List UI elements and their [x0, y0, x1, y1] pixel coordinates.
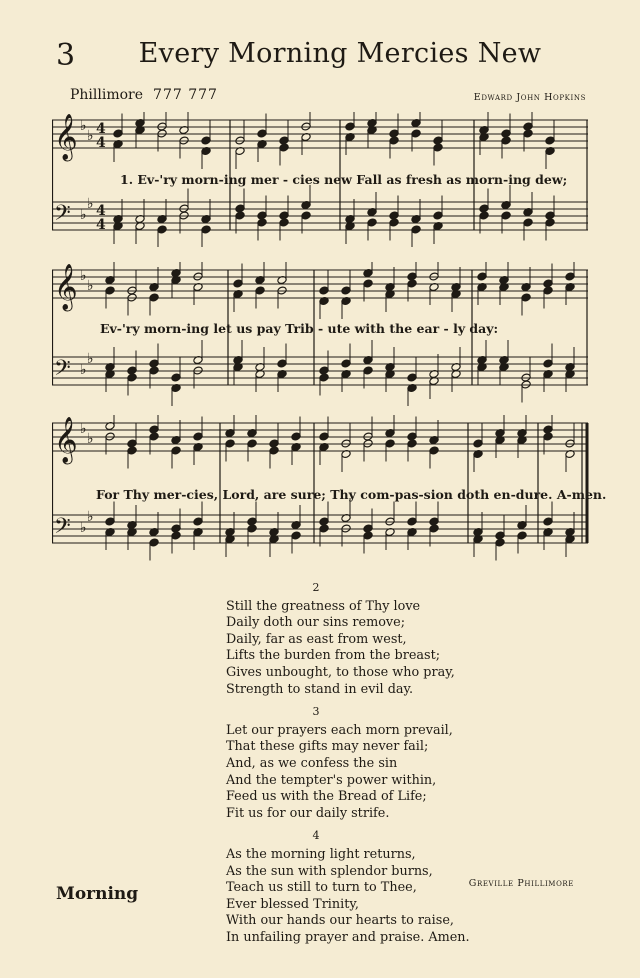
stanza-line: As the morning light returns,	[226, 846, 416, 862]
stanza-number: 2	[312, 581, 320, 594]
flat-sign: ♭	[80, 268, 87, 284]
tune-meter: 777 777	[153, 87, 218, 103]
composer-credit: Edward John Hopkins	[473, 92, 586, 103]
stanza-line: Let our prayers each morn prevail,	[226, 722, 453, 738]
stanza-line: Strength to stand in evil day.	[226, 681, 414, 697]
stanza-line: Still the greatness of Thy love	[226, 598, 421, 614]
bass-clef: 𝄢	[54, 514, 71, 544]
flat-sign: ♭	[87, 431, 94, 447]
hymn-number: 3	[56, 38, 76, 73]
stanza-line: Feed us with the Bread of Life;	[226, 789, 427, 805]
stanza-line: Ever blessed Trinity,	[226, 896, 359, 912]
stanza-number: 4	[312, 829, 320, 843]
lyric-line-2: Ev-'ry morn-ing let us pay Trib - ute with the ear - ly day:	[100, 321, 499, 336]
flat-sign: ♭	[80, 421, 87, 437]
flat-sign: ♭	[87, 128, 94, 144]
stanza-number: 3	[312, 705, 320, 719]
stanza-line: Daily, far as east from west,	[226, 631, 407, 647]
bass-clef: 𝄢	[54, 201, 71, 231]
flat-sign: ♭	[87, 351, 94, 367]
stanza-line: Fit us for our daily strife.	[226, 805, 390, 821]
category-label: Morning	[56, 884, 139, 904]
flat-sign: ♭	[87, 278, 94, 294]
tune-info	[70, 87, 218, 103]
author-credit: Greville Phillimore	[468, 878, 574, 889]
lyric-line-3: For Thy mer-cies, Lord, are sure; Thy com-pas-sion doth en-dure. A-men.	[96, 487, 607, 502]
lyric-line-1: 1. Ev-'ry morn-ing mer - cies new Fall as fresh as morn-ing dew;	[120, 172, 568, 187]
treble-clef: 𝄞	[54, 417, 78, 463]
bass-clef: 𝄢	[54, 356, 71, 386]
time-signature: 4	[96, 135, 106, 151]
treble-clef: 𝄞	[54, 264, 78, 310]
flat-sign: ♭	[87, 509, 94, 525]
stanza-line: In unfailing prayer and praise. Amen.	[226, 929, 470, 945]
flat-sign: ♭	[80, 118, 87, 134]
stanza-line: That these gifts may never fail;	[226, 739, 429, 755]
stanza-line: With our hands our hearts to raise,	[226, 913, 454, 929]
flat-sign: ♭	[80, 520, 87, 536]
stanza-line: Daily doth our sins remove;	[226, 615, 406, 631]
stanza-line: Lifts the burden from the breast;	[226, 648, 441, 664]
time-signature: 4	[96, 217, 106, 233]
flat-sign: ♭	[87, 196, 94, 212]
tune-name: Phillimore	[70, 87, 144, 103]
hymn-title: Every Morning Mercies New	[138, 38, 542, 69]
stanza-line: And the tempter's power within,	[226, 772, 437, 788]
treble-clef: 𝄞	[54, 114, 78, 160]
stanza-line: Teach us still to turn to Thee,	[226, 880, 417, 896]
stanza-line: Gives unbought, to those who pray,	[226, 664, 455, 680]
time-signature: 4	[96, 121, 106, 137]
time-signature: 4	[96, 203, 106, 219]
additional-stanzas	[226, 578, 526, 952]
stanza-line: And, as we confess the sin	[226, 755, 398, 771]
stanza-3	[226, 704, 526, 822]
flat-sign: ♭	[80, 362, 87, 378]
flat-sign: ♭	[80, 207, 87, 223]
stanza-line: As the sun with splendor burns,	[226, 863, 433, 879]
stanza-2	[226, 580, 526, 698]
